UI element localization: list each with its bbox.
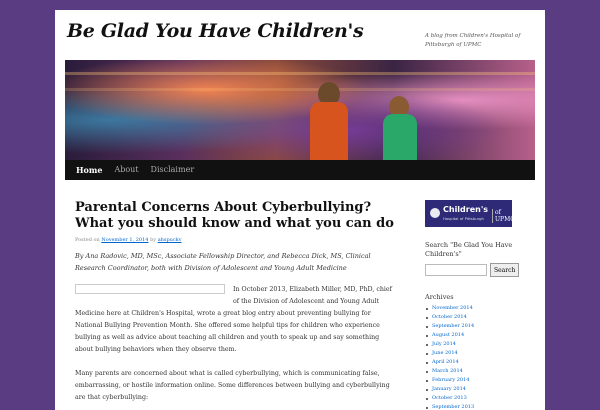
logo-of: of UPMC [492,209,515,223]
post-title[interactable]: Parental Concerns About Cyberbullying? What you should know and what you can do [75,200,394,231]
post-date-link[interactable]: November 1, 2014 [101,237,149,243]
meta-prefix: Posted on [75,237,100,243]
logo-name: Children's [443,205,489,214]
site-tagline: A blog from Children's Hospital of Pittsburgh of UPMC [425,33,521,48]
post-paragraph: In October 2013, Elizabeth Miller, MD, PhD, chief of the Division of Adolescent and Young Adult Medicine here at Children's Hospital, wrote a great blog entry about preventing bullying for National Bullying Prevention Month. She offered some helpful tips for children who experience bullying as well as advice about teaching all children and youth to speak up and say something about bullying behaviors when they observe them. [75,286,392,353]
archive-link[interactable]: February 2014 [425,376,535,385]
post-image [75,284,225,294]
nav-about[interactable]: About [114,165,139,174]
nav-home[interactable]: Home [76,165,103,175]
search-input[interactable] [425,264,487,276]
blog-post [75,200,395,410]
archive-link[interactable]: March 2014 [425,367,535,376]
archive-link[interactable]: October 2013 [425,394,535,403]
search-button[interactable]: Search [490,263,519,277]
post-content [75,284,395,404]
archive-link[interactable]: November 2014 [425,304,535,313]
nav-disclaimer[interactable]: Disclaimer [150,165,195,174]
search-label: Search "Be Glad You Have Children's" [425,241,513,258]
archive-link[interactable]: April 2014 [425,358,535,367]
banner-light-stripe [65,88,535,91]
archive-link[interactable]: October 2014 [425,313,535,322]
archive-link[interactable]: January 2014 [425,385,535,394]
sidebar [425,200,535,410]
archive-link[interactable]: August 2014 [425,331,535,340]
site-title[interactable]: Be Glad You Have Children's [67,20,364,42]
post-byline: By Ana Radovic, MD, MSc, Associate Fellowship Director, and Rebecca Dick, MS, Clinical Research Coordinator, both with Division of Adolescent and Young Adult Medicine [75,252,371,272]
archive-link[interactable]: June 2014 [425,349,535,358]
page-container [55,10,545,410]
post-author-link[interactable]: ahspuckv [157,237,182,243]
archives-heading: Archives [425,293,454,301]
search-form [425,263,535,277]
logo-sub: Hospital of Pittsburgh [443,216,484,221]
archive-link[interactable]: September 2013 [425,403,535,410]
childrens-hospital-logo[interactable] [425,200,515,227]
post-paragraph: Many parents are concerned about what is called cyberbullying, which is communicating false, embarrassing, or hostile information online. Some differences between bullying and cyberbullying are that cyberbullying: [75,370,390,401]
post-meta [75,237,395,243]
logo-mark-icon [430,208,440,218]
archive-link[interactable]: September 2014 [425,322,535,331]
meta-by: by [150,237,157,243]
archive-link[interactable]: July 2014 [425,340,535,349]
main-nav [65,160,535,180]
archives-list [425,304,535,410]
header-banner-image [65,60,535,160]
banner-light-stripe [65,72,535,75]
